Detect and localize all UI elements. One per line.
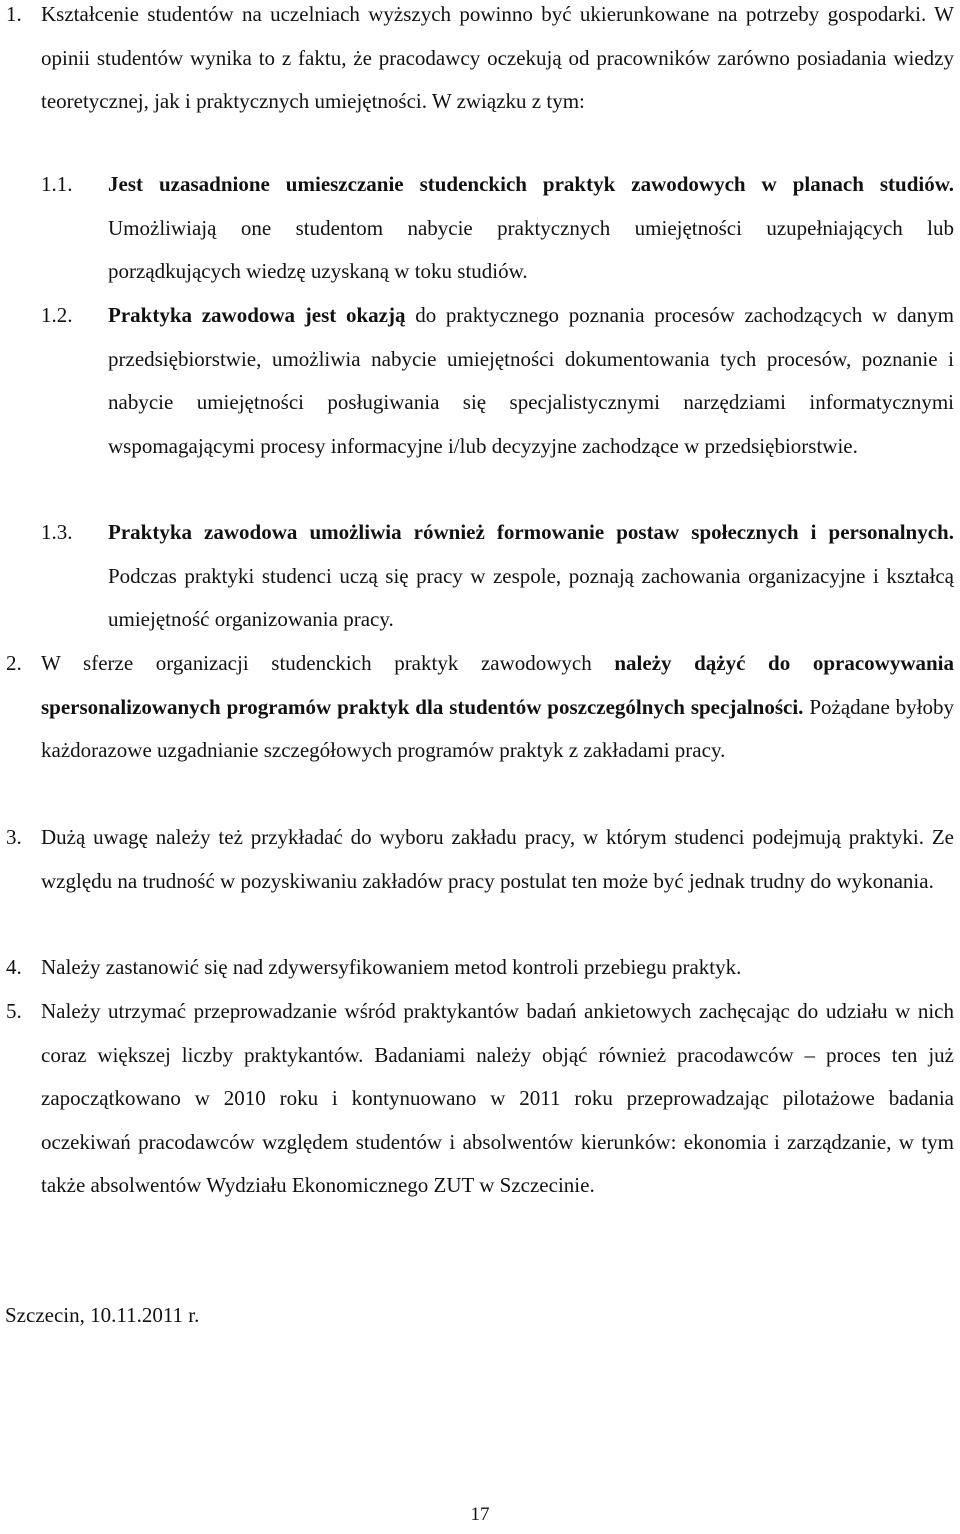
item-regular-text: Pożądane byłoby każdorazowe uzgadnianie szczegółowych programów praktyk z zakładami pracy. xyxy=(41,694,955,762)
document-date: Szczecin, 10.11.2011 r. xyxy=(5,1303,200,1327)
item-bold-text: Praktyka zawodowa jest okazją xyxy=(108,303,406,327)
item-number: 3. xyxy=(6,825,22,849)
item-regular-text: W sferze organizacji studenckich praktyk zawodowych xyxy=(41,651,615,675)
page-number: 17 xyxy=(470,1504,490,1525)
item-bold-text: Praktyka zawodowa umożliwia również formowanie postaw społecznych i personalnych. xyxy=(108,520,954,544)
list-item xyxy=(6,0,954,124)
item-text: Kształcenie studentów na uczelniach wyższych powinno być ukierunkowane na potrzeby gospodarki. W opinii studentów wynika to z faktu, że pracodawcy oczekują od pracowników zarówno posiadania wiedzy teoretycznej, jak i praktycznych umiejętności. W związku z tym: xyxy=(41,2,954,113)
item-text xyxy=(108,294,954,468)
list-item xyxy=(6,816,954,903)
list-item xyxy=(6,946,954,990)
item-number: 1.3. xyxy=(41,520,73,544)
item-text: Należy utrzymać przeprowadzanie wśród praktykantów badań ankietowych zachęcając do udziału w nich coraz większej liczby praktykantów. Badaniami należy objąć również pracodawców – proces ten już zapoczątkowano w 2010 roku i kontynuowano w 2011 roku przeprowadzając pilotażowe badania oczekiwań pracodawców względem studentów i absolwentów kierunków: ekonomia i zarządzanie, w tym także absolwentów Wydziału Ekonomicznego ZUT w Szczecinie. xyxy=(41,999,954,1197)
item-bold-text: Jest uzasadnione umieszczanie studenckich praktyk zawodowych w planach studiów. xyxy=(108,172,954,196)
list-item xyxy=(41,163,954,294)
list-item xyxy=(41,294,954,468)
item-regular-text: Umożliwiają one studentom nabycie praktycznych umiejętności uzupełniających lub porządkujących wiedzę uzyskaną w toku studiów. xyxy=(108,215,954,283)
item-number: 2. xyxy=(6,651,22,675)
item-text xyxy=(108,163,954,294)
list-item xyxy=(6,642,954,773)
list-item xyxy=(6,990,954,1208)
item-regular-text: Podczas praktyki studenci uczą się pracy w zespole, poznają zachowania organizacyjne i kształcą umiejętność organizowania pracy. xyxy=(108,563,954,631)
item-number: 1.1. xyxy=(41,172,73,196)
item-number: 5. xyxy=(6,999,22,1023)
item-number: 4. xyxy=(6,955,22,979)
list-item xyxy=(41,511,954,642)
item-text xyxy=(41,642,954,773)
item-number: 1.2. xyxy=(41,303,73,327)
item-text xyxy=(108,511,954,642)
item-text: Należy zastanowić się nad zdywersyfikowaniem metod kontroli przebiegu praktyk. xyxy=(41,955,742,979)
item-bold-text: należy dążyć do opracowywania spersonalizowanych programów praktyk dla studentów poszczególnych specjalności. xyxy=(41,651,954,719)
item-number: 1. xyxy=(6,2,22,26)
item-regular-text: do praktycznego poznania procesów zachodzących w danym przedsiębiorstwie, umożliwia nabycie umiejętności dokumentowania tych procesów, poznanie i nabycie umiejętności posługiwania się specjalistycznymi narzędziami informatycznymi wspomagającymi procesy informacyjne i/lub decyzyjne zachodzące w przedsiębiorstwie. xyxy=(108,303,954,458)
item-text: Dużą uwagę należy też przykładać do wyboru zakładu pracy, w którym studenci podejmują praktyki. Ze względu na trudność w pozyskiwaniu zakładów pracy postulat ten może być jednak trudny do wykonania. xyxy=(41,825,954,893)
